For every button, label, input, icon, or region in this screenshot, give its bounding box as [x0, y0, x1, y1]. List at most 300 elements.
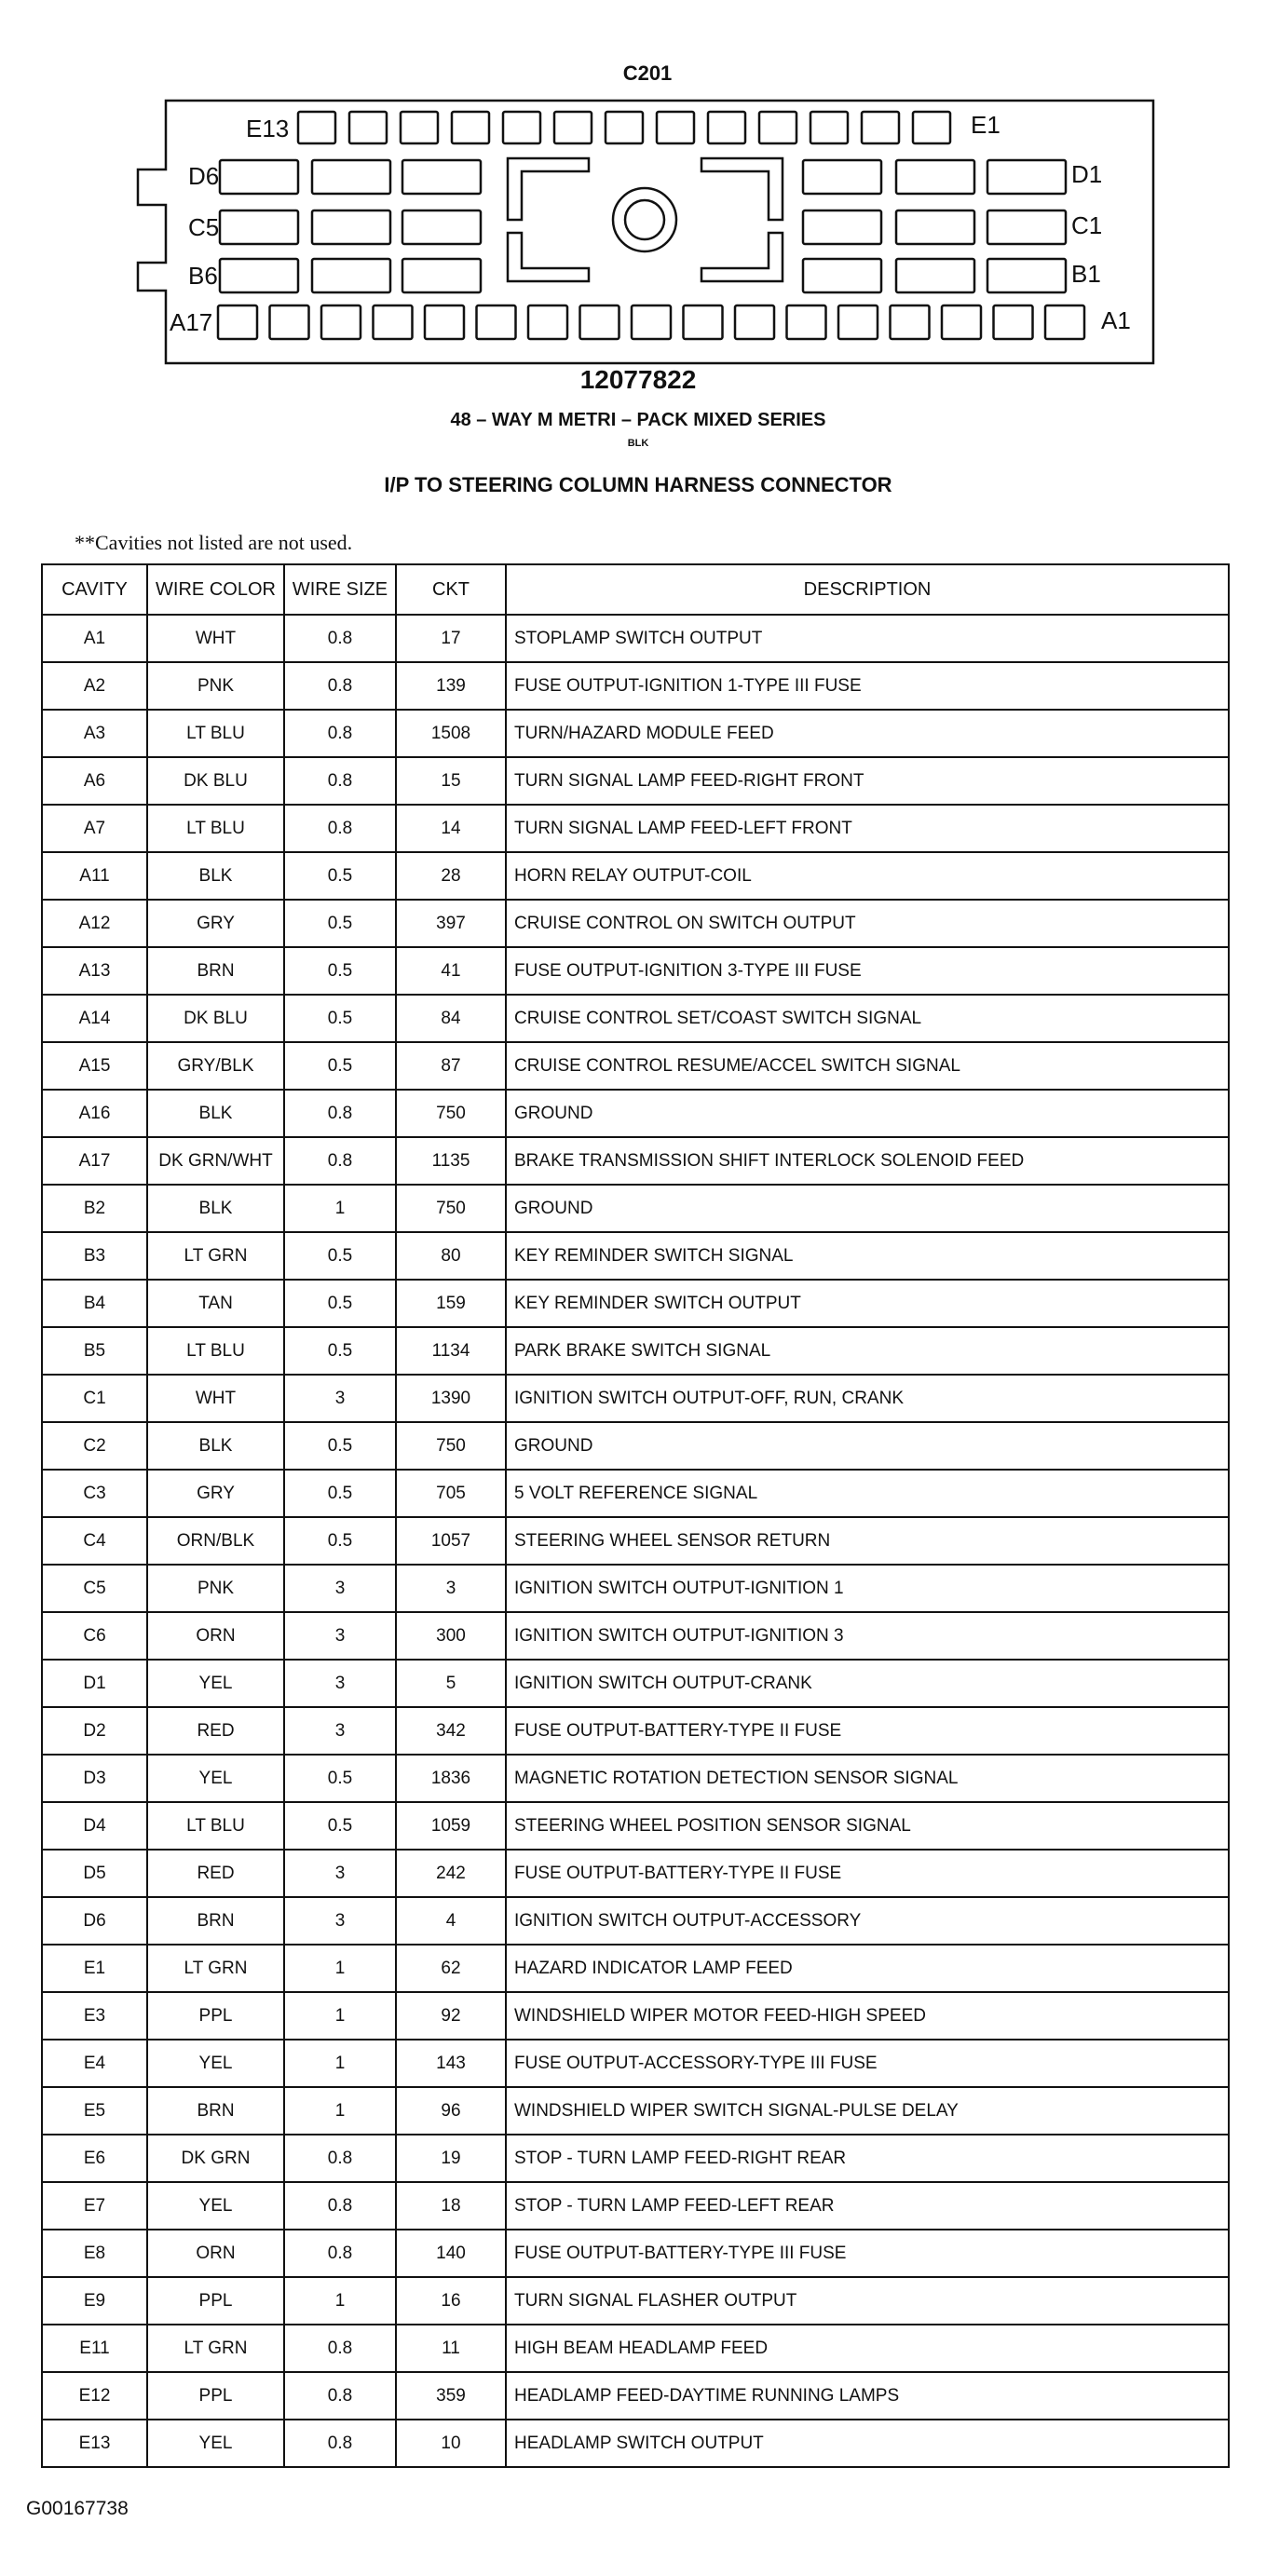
cell-wire-size: 3 — [284, 1850, 396, 1897]
cell-wire-size: 0.8 — [284, 2372, 396, 2420]
cell-ckt: 1134 — [396, 1327, 506, 1375]
cell-wire-color: BRN — [147, 947, 284, 995]
cell-ckt: 80 — [396, 1232, 506, 1280]
cell-wire-color: YEL — [147, 2420, 284, 2467]
cavity-e — [298, 112, 335, 143]
cell-description: WINDSHIELD WIPER MOTOR FEED-HIGH SPEED — [506, 1992, 1229, 2040]
label-c5: C5 — [188, 213, 220, 241]
cell-wire-color: TAN — [147, 1280, 284, 1327]
table-row — [42, 1755, 1229, 1802]
cell-ckt: 750 — [396, 1422, 506, 1470]
cell-ckt: 92 — [396, 1992, 506, 2040]
cell-wire-color: LT BLU — [147, 1327, 284, 1375]
cell-description: IGNITION SWITCH OUTPUT-OFF, RUN, CRANK — [506, 1375, 1229, 1422]
cell-description: IGNITION SWITCH OUTPUT-IGNITION 1 — [506, 1565, 1229, 1612]
table-row — [42, 1422, 1229, 1470]
cavity-a — [994, 305, 1033, 339]
cell-cavity: E7 — [42, 2182, 147, 2230]
cavity-large — [803, 160, 881, 194]
header-wire-size: WIRE SIZE — [284, 564, 396, 615]
label-d6: D6 — [188, 162, 220, 190]
cell-cavity: D1 — [42, 1660, 147, 1707]
center-bracket-upper-right — [701, 158, 783, 220]
cell-description: FUSE OUTPUT-ACCESSORY-TYPE III FUSE — [506, 2040, 1229, 2087]
cell-wire-size: 0.5 — [284, 1422, 396, 1470]
cell-description: TURN SIGNAL FLASHER OUTPUT — [506, 2277, 1229, 2325]
cell-wire-color: ORN — [147, 2230, 284, 2277]
cell-description: HORN RELAY OUTPUT-COIL — [506, 852, 1229, 900]
cell-wire-size: 3 — [284, 1375, 396, 1422]
cavity-row-e — [298, 112, 950, 143]
label-a1: A1 — [1101, 306, 1131, 334]
cavity-a — [942, 305, 981, 339]
header-wire-color: WIRE COLOR — [147, 564, 284, 615]
cavity-large — [987, 259, 1066, 292]
cell-description: IGNITION SWITCH OUTPUT-IGNITION 3 — [506, 1612, 1229, 1660]
table-row — [42, 710, 1229, 757]
table-row — [42, 1612, 1229, 1660]
cell-wire-color: YEL — [147, 2040, 284, 2087]
cell-ckt: 4 — [396, 1897, 506, 1945]
table-row — [42, 1090, 1229, 1137]
cell-wire-color: DK GRN — [147, 2135, 284, 2182]
cell-description: BRAKE TRANSMISSION SHIFT INTERLOCK SOLENOID FEED — [506, 1137, 1229, 1185]
cell-ckt: 750 — [396, 1185, 506, 1232]
table-row — [42, 1897, 1229, 1945]
cavity-large — [220, 259, 298, 292]
cavity-rows-bcd — [220, 160, 1066, 292]
cell-description: KEY REMINDER SWITCH SIGNAL — [506, 1232, 1229, 1280]
cell-wire-color: LT BLU — [147, 805, 284, 852]
cavity-e — [708, 112, 745, 143]
cell-wire-size: 0.5 — [284, 900, 396, 947]
cell-description: HEADLAMP FEED-DAYTIME RUNNING LAMPS — [506, 2372, 1229, 2420]
table-row — [42, 1565, 1229, 1612]
cell-cavity: C5 — [42, 1565, 147, 1612]
center-latch-outer-ring — [613, 188, 676, 251]
cell-description: HIGH BEAM HEADLAMP FEED — [506, 2325, 1229, 2372]
cell-wire-color: LT GRN — [147, 1232, 284, 1280]
cell-wire-size: 0.8 — [284, 2325, 396, 2372]
cavity-a — [218, 305, 257, 339]
table-row — [42, 1280, 1229, 1327]
cell-description: HAZARD INDICATOR LAMP FEED — [506, 1945, 1229, 1992]
table-row — [42, 2325, 1229, 2372]
part-number: 12077822 — [579, 365, 697, 394]
cell-cavity: E4 — [42, 2040, 147, 2087]
cell-cavity: B3 — [42, 1232, 147, 1280]
cell-ckt: 84 — [396, 995, 506, 1042]
cell-description: TURN/HAZARD MODULE FEED — [506, 710, 1229, 757]
cell-description: STEERING WHEEL SENSOR RETURN — [506, 1517, 1229, 1565]
table-row — [42, 1802, 1229, 1850]
cell-description: CRUISE CONTROL SET/COAST SWITCH SIGNAL — [506, 995, 1229, 1042]
cell-wire-color: YEL — [147, 1755, 284, 1802]
cell-wire-size: 0.5 — [284, 1232, 396, 1280]
table-row — [42, 1992, 1229, 2040]
table-row — [42, 1517, 1229, 1565]
cell-ckt: 750 — [396, 1090, 506, 1137]
cell-wire-size: 0.8 — [284, 757, 396, 805]
cell-description: FUSE OUTPUT-IGNITION 3-TYPE III FUSE — [506, 947, 1229, 995]
table-row — [42, 995, 1229, 1042]
table-row — [42, 1232, 1229, 1280]
table-row — [42, 1707, 1229, 1755]
cavity-e — [554, 112, 592, 143]
table-row — [42, 947, 1229, 995]
cell-description: WINDSHIELD WIPER SWITCH SIGNAL-PULSE DELAY — [506, 2087, 1229, 2135]
cell-wire-color: DK BLU — [147, 757, 284, 805]
cell-wire-size: 0.8 — [284, 2230, 396, 2277]
cell-cavity: C3 — [42, 1470, 147, 1517]
cell-description: GROUND — [506, 1185, 1229, 1232]
cell-ckt: 17 — [396, 615, 506, 662]
series-title: 48 – WAY M METRI – PACK MIXED SERIES — [450, 410, 826, 430]
cavity-e — [810, 112, 848, 143]
cell-wire-size: 0.5 — [284, 852, 396, 900]
cavity-a — [1045, 305, 1084, 339]
cavity-large — [402, 210, 481, 244]
cell-wire-color: ORN — [147, 1612, 284, 1660]
connector-housing-outline — [138, 101, 1153, 363]
cavity-large — [987, 160, 1066, 194]
label-d1: D1 — [1071, 160, 1103, 188]
cell-wire-size: 0.8 — [284, 2135, 396, 2182]
center-bracket-lower-right — [701, 233, 783, 281]
cell-cavity: B2 — [42, 1185, 147, 1232]
cell-wire-color: RED — [147, 1707, 284, 1755]
label-e1: E1 — [971, 111, 1001, 139]
cell-wire-size: 0.5 — [284, 1042, 396, 1090]
cell-ckt: 16 — [396, 2277, 506, 2325]
cavity-large — [220, 210, 298, 244]
cell-cavity: E9 — [42, 2277, 147, 2325]
cavity-e — [606, 112, 643, 143]
cell-wire-size: 1 — [284, 1992, 396, 2040]
cell-wire-size: 0.5 — [284, 1802, 396, 1850]
cell-ckt: 139 — [396, 662, 506, 710]
table-row — [42, 1327, 1229, 1375]
cavity-table — [41, 563, 1230, 2468]
table-row — [42, 852, 1229, 900]
cell-wire-size: 1 — [284, 1945, 396, 1992]
cavity-e — [503, 112, 540, 143]
cell-wire-size: 0.8 — [284, 1090, 396, 1137]
cell-ckt: 3 — [396, 1565, 506, 1612]
cell-wire-color: DK BLU — [147, 995, 284, 1042]
cell-ckt: 41 — [396, 947, 506, 995]
cell-cavity: A2 — [42, 662, 147, 710]
cell-cavity: A15 — [42, 1042, 147, 1090]
cavity-e — [913, 112, 950, 143]
cell-ckt: 300 — [396, 1612, 506, 1660]
cell-cavity: C4 — [42, 1517, 147, 1565]
cell-description: CRUISE CONTROL ON SWITCH OUTPUT — [506, 900, 1229, 947]
cell-cavity: C1 — [42, 1375, 147, 1422]
cell-description: FUSE OUTPUT-BATTERY-TYPE II FUSE — [506, 1850, 1229, 1897]
cell-description: FUSE OUTPUT-IGNITION 1-TYPE III FUSE — [506, 662, 1229, 710]
cell-ckt: 242 — [396, 1850, 506, 1897]
table-row — [42, 2277, 1229, 2325]
cell-wire-size: 1 — [284, 2087, 396, 2135]
cavity-large — [220, 160, 298, 194]
cell-wire-size: 3 — [284, 1612, 396, 1660]
cell-cavity: E11 — [42, 2325, 147, 2372]
cavity-a — [580, 305, 619, 339]
connector-name: C201 — [622, 61, 673, 85]
cell-wire-color: DK GRN/WHT — [147, 1137, 284, 1185]
cell-ckt: 1135 — [396, 1137, 506, 1185]
cell-wire-color: BRN — [147, 1897, 284, 1945]
cell-ckt: 359 — [396, 2372, 506, 2420]
figure-id: G00167738 — [26, 2498, 129, 2519]
cell-description: FUSE OUTPUT-BATTERY-TYPE III FUSE — [506, 2230, 1229, 2277]
unused-cavities-note: **Cavities not listed are not used. — [75, 531, 353, 554]
cavity-a — [787, 305, 826, 339]
cell-wire-color: RED — [147, 1850, 284, 1897]
cell-description: STOP - TURN LAMP FEED-LEFT REAR — [506, 2182, 1229, 2230]
cell-wire-color: LT GRN — [147, 2325, 284, 2372]
cell-cavity: E12 — [42, 2372, 147, 2420]
cavity-large — [312, 160, 390, 194]
cell-ckt: 159 — [396, 1280, 506, 1327]
cavity-e — [452, 112, 489, 143]
cell-cavity: A6 — [42, 757, 147, 805]
cell-wire-size: 0.5 — [284, 1470, 396, 1517]
cell-cavity: C6 — [42, 1612, 147, 1660]
cell-description: STEERING WHEEL POSITION SENSOR SIGNAL — [506, 1802, 1229, 1850]
cell-ckt: 62 — [396, 1945, 506, 1992]
label-b6: B6 — [188, 262, 218, 290]
cavity-large — [803, 259, 881, 292]
cell-ckt: 5 — [396, 1660, 506, 1707]
cell-wire-color: WHT — [147, 1375, 284, 1422]
table-row — [42, 1470, 1229, 1517]
table-row — [42, 2372, 1229, 2420]
cell-cavity: B4 — [42, 1280, 147, 1327]
cell-wire-size: 0.5 — [284, 947, 396, 995]
cell-cavity: D4 — [42, 1802, 147, 1850]
center-bracket-upper-left — [508, 158, 589, 220]
table-row — [42, 1375, 1229, 1422]
table-row — [42, 2135, 1229, 2182]
cell-description: PARK BRAKE SWITCH SIGNAL — [506, 1327, 1229, 1375]
cell-description: KEY REMINDER SWITCH OUTPUT — [506, 1280, 1229, 1327]
cell-wire-size: 0.8 — [284, 662, 396, 710]
cell-description: GROUND — [506, 1422, 1229, 1470]
cell-wire-color: WHT — [147, 615, 284, 662]
color-code: BLK — [627, 438, 649, 449]
table-row — [42, 900, 1229, 947]
cavity-large — [987, 210, 1066, 244]
cavity-a — [735, 305, 774, 339]
cell-ckt: 11 — [396, 2325, 506, 2372]
cell-wire-color: LT GRN — [147, 1945, 284, 1992]
cell-wire-color: PPL — [147, 2372, 284, 2420]
cell-wire-size: 0.8 — [284, 2182, 396, 2230]
cavity-large — [896, 160, 974, 194]
cell-wire-color: LT BLU — [147, 710, 284, 757]
cell-ckt: 1508 — [396, 710, 506, 757]
header-description: DESCRIPTION — [506, 564, 1229, 615]
table-row — [42, 2182, 1229, 2230]
cell-cavity: A17 — [42, 1137, 147, 1185]
cell-wire-size: 0.8 — [284, 1137, 396, 1185]
cavity-large — [896, 210, 974, 244]
cell-description: 5 VOLT REFERENCE SIGNAL — [506, 1470, 1229, 1517]
cavity-a — [425, 305, 464, 339]
cell-wire-size: 0.8 — [284, 615, 396, 662]
cell-description: FUSE OUTPUT-BATTERY-TYPE II FUSE — [506, 1707, 1229, 1755]
cell-description: STOP - TURN LAMP FEED-RIGHT REAR — [506, 2135, 1229, 2182]
cell-ckt: 87 — [396, 1042, 506, 1090]
cell-cavity: A11 — [42, 852, 147, 900]
cell-ckt: 705 — [396, 1470, 506, 1517]
cell-wire-color: PNK — [147, 1565, 284, 1612]
cell-cavity: A14 — [42, 995, 147, 1042]
table-row — [42, 805, 1229, 852]
cell-wire-color: BLK — [147, 1185, 284, 1232]
cell-cavity: E3 — [42, 1992, 147, 2040]
cavity-e — [657, 112, 694, 143]
cell-cavity: E1 — [42, 1945, 147, 1992]
cell-cavity: A13 — [42, 947, 147, 995]
cavity-large — [312, 210, 390, 244]
cell-ckt: 397 — [396, 900, 506, 947]
cell-wire-color: BLK — [147, 1422, 284, 1470]
cavity-a — [632, 305, 671, 339]
cell-cavity: A16 — [42, 1090, 147, 1137]
cell-cavity: A7 — [42, 805, 147, 852]
cell-description: GROUND — [506, 1090, 1229, 1137]
table-row — [42, 1185, 1229, 1232]
cavity-a — [270, 305, 309, 339]
cell-wire-size: 0.8 — [284, 805, 396, 852]
cell-ckt: 1059 — [396, 1802, 506, 1850]
cell-wire-color: GRY — [147, 1470, 284, 1517]
cell-wire-color: LT BLU — [147, 1802, 284, 1850]
cell-description: CRUISE CONTROL RESUME/ACCEL SWITCH SIGNAL — [506, 1042, 1229, 1090]
cell-description: STOPLAMP SWITCH OUTPUT — [506, 615, 1229, 662]
cell-ckt: 96 — [396, 2087, 506, 2135]
cell-ckt: 1057 — [396, 1517, 506, 1565]
table-row — [42, 1042, 1229, 1090]
cell-wire-color: PPL — [147, 2277, 284, 2325]
cell-wire-size: 0.8 — [284, 2420, 396, 2467]
table-row — [42, 2040, 1229, 2087]
cell-wire-size: 3 — [284, 1897, 396, 1945]
header-ckt: CKT — [396, 564, 506, 615]
table-row — [42, 1945, 1229, 1992]
header-cavity: CAVITY — [42, 564, 147, 615]
table-row — [42, 2230, 1229, 2277]
cell-cavity: D6 — [42, 1897, 147, 1945]
cell-wire-color: PNK — [147, 662, 284, 710]
cell-description: IGNITION SWITCH OUTPUT-ACCESSORY — [506, 1897, 1229, 1945]
cell-ckt: 143 — [396, 2040, 506, 2087]
cell-wire-color: GRY/BLK — [147, 1042, 284, 1090]
cell-wire-color: BLK — [147, 1090, 284, 1137]
cavity-a — [321, 305, 361, 339]
cell-ckt: 19 — [396, 2135, 506, 2182]
cavity-a — [477, 305, 516, 339]
cell-wire-size: 0.5 — [284, 1755, 396, 1802]
table-row — [42, 2087, 1229, 2135]
cell-wire-color: GRY — [147, 900, 284, 947]
cavity-a — [838, 305, 878, 339]
cavity-a — [528, 305, 567, 339]
cell-description: HEADLAMP SWITCH OUTPUT — [506, 2420, 1229, 2467]
cell-wire-size: 3 — [284, 1565, 396, 1612]
table-row — [42, 615, 1229, 662]
cell-description: IGNITION SWITCH OUTPUT-CRANK — [506, 1660, 1229, 1707]
cell-ckt: 15 — [396, 757, 506, 805]
table-header-row — [42, 564, 1229, 615]
cell-ckt: 140 — [396, 2230, 506, 2277]
cell-wire-color: BLK — [147, 852, 284, 900]
label-e13: E13 — [246, 115, 290, 142]
table-row — [42, 1660, 1229, 1707]
table-row — [42, 1137, 1229, 1185]
cell-wire-color: YEL — [147, 1660, 284, 1707]
cavity-e — [759, 112, 796, 143]
cell-description: TURN SIGNAL LAMP FEED-LEFT FRONT — [506, 805, 1229, 852]
cell-wire-size: 3 — [284, 1707, 396, 1755]
cell-cavity: E8 — [42, 2230, 147, 2277]
cell-cavity: C2 — [42, 1422, 147, 1470]
cell-wire-size: 0.5 — [284, 995, 396, 1042]
cell-cavity: E6 — [42, 2135, 147, 2182]
cavity-large — [402, 160, 481, 194]
cavity-e — [862, 112, 899, 143]
cell-wire-size: 0.5 — [284, 1517, 396, 1565]
cell-wire-color: YEL — [147, 2182, 284, 2230]
label-b1: B1 — [1071, 260, 1101, 288]
table-row — [42, 757, 1229, 805]
cell-cavity: D5 — [42, 1850, 147, 1897]
table-row — [42, 2420, 1229, 2467]
cavity-large — [896, 259, 974, 292]
label-a17: A17 — [170, 308, 213, 336]
cell-ckt: 10 — [396, 2420, 506, 2467]
cell-ckt: 14 — [396, 805, 506, 852]
cell-cavity: E5 — [42, 2087, 147, 2135]
connector-subtitle: I/P TO STEERING COLUMN HARNESS CONNECTOR — [384, 473, 892, 496]
cell-description: MAGNETIC ROTATION DETECTION SENSOR SIGNAL — [506, 1755, 1229, 1802]
cell-ckt: 342 — [396, 1707, 506, 1755]
cell-cavity: A3 — [42, 710, 147, 757]
cell-wire-size: 3 — [284, 1660, 396, 1707]
center-latch-inner-ring — [625, 200, 664, 239]
cavity-e — [401, 112, 438, 143]
cell-wire-size: 1 — [284, 2277, 396, 2325]
cell-cavity: E13 — [42, 2420, 147, 2467]
cell-wire-size: 1 — [284, 2040, 396, 2087]
cell-ckt: 28 — [396, 852, 506, 900]
cell-wire-color: ORN/BLK — [147, 1517, 284, 1565]
table-row — [42, 662, 1229, 710]
cell-wire-size: 0.5 — [284, 1327, 396, 1375]
cell-cavity: A1 — [42, 615, 147, 662]
cavity-a — [891, 305, 930, 339]
cell-cavity: D2 — [42, 1707, 147, 1755]
cavity-e — [349, 112, 387, 143]
cavity-a — [374, 305, 413, 339]
center-bracket-lower-left — [508, 233, 589, 281]
cell-wire-size: 0.8 — [284, 710, 396, 757]
cell-wire-color: PPL — [147, 1992, 284, 2040]
cell-ckt: 1836 — [396, 1755, 506, 1802]
